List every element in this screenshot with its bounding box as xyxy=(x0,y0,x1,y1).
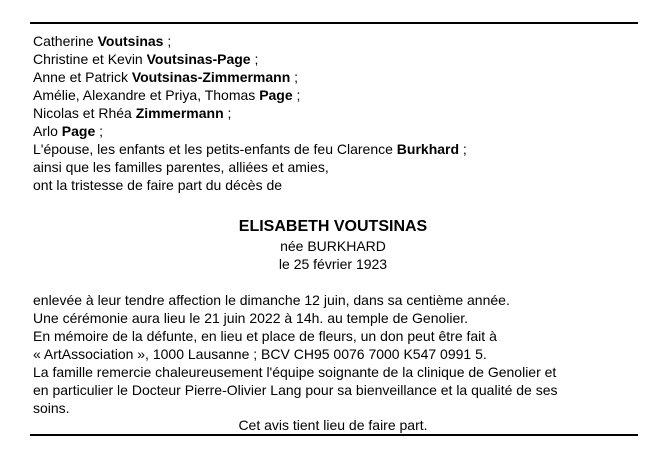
deceased-name: ELISABETH VOUTSINAS xyxy=(238,218,428,235)
intro-paragraph xyxy=(33,140,633,194)
family-given-names: Catherine xyxy=(33,33,98,49)
family-surname: Page xyxy=(61,123,96,139)
family-given-names: Amélie, Alexandre et Priya, Thomas xyxy=(33,87,260,103)
family-line xyxy=(33,122,633,140)
family-given-names: Anne et Patrick xyxy=(33,69,132,85)
family-surname: Voutsinas-Page xyxy=(146,51,251,67)
family-separator: ; xyxy=(250,51,259,67)
family-given-names: Christine et Kevin xyxy=(33,51,147,67)
family-list xyxy=(33,32,633,140)
family-separator: ; xyxy=(95,123,104,139)
family-line xyxy=(33,104,633,122)
family-separator: ; xyxy=(292,87,301,103)
family-line xyxy=(33,68,633,86)
intro-line: ont la tristesse de faire part du décès de xyxy=(33,177,283,193)
body-paragraph xyxy=(33,291,633,417)
body-line: En mémoire de la défunte, en lieu et place de fleurs, un don peut être fait à xyxy=(33,328,497,344)
family-line xyxy=(33,32,633,50)
family-surname: Voutsinas-Zimmermann xyxy=(131,69,291,85)
intro-text: L'épouse, les enfants et les petits-enfants de feu Clarence xyxy=(33,141,397,157)
family-given-names: Nicolas et Rhéa xyxy=(33,105,136,121)
body-line: soins. xyxy=(33,400,70,416)
family-separator: ; xyxy=(223,105,232,121)
closing-note: Cet avis tient lieu de faire part. xyxy=(238,417,428,433)
maiden-name: née BURKHARD xyxy=(280,238,386,254)
body-line: Une cérémonie aura lieu le 21 juin 2022 à 14h. au temple de Genolier. xyxy=(33,310,469,326)
top-rule xyxy=(30,22,638,24)
intro-line: ainsi que les familles parentes, alliées et amies, xyxy=(33,159,329,175)
family-line xyxy=(33,86,633,104)
intro-surname: Burkhard xyxy=(396,141,460,157)
body-line: La famille remercie chaleureusement l'équipe soignante de la clinique de Genolier et xyxy=(33,364,557,380)
family-surname: Voutsinas xyxy=(97,33,164,49)
body-line: en particulier le Docteur Pierre-Olivier Lang pour sa bienveillance et la qualité de ses xyxy=(33,382,558,398)
birth-date: le 25 février 1923 xyxy=(278,256,388,272)
family-surname: Page xyxy=(259,87,293,103)
intro-separator: ; xyxy=(459,141,467,157)
body-line: « ArtAssociation », 1000 Lausanne ; BCV CH95 0076 7000 K547 0991 5. xyxy=(33,346,487,362)
body-line: enlevée à leur tendre affection le dimanche 12 juin, dans sa centième année. xyxy=(33,292,510,308)
family-given-names: Arlo xyxy=(33,123,62,139)
family-separator: ; xyxy=(163,33,172,49)
family-line xyxy=(33,50,633,68)
intro-line xyxy=(33,140,633,158)
family-surname: Zimmermann xyxy=(135,105,224,121)
family-separator: ; xyxy=(290,69,299,85)
bottom-rule xyxy=(30,434,638,436)
